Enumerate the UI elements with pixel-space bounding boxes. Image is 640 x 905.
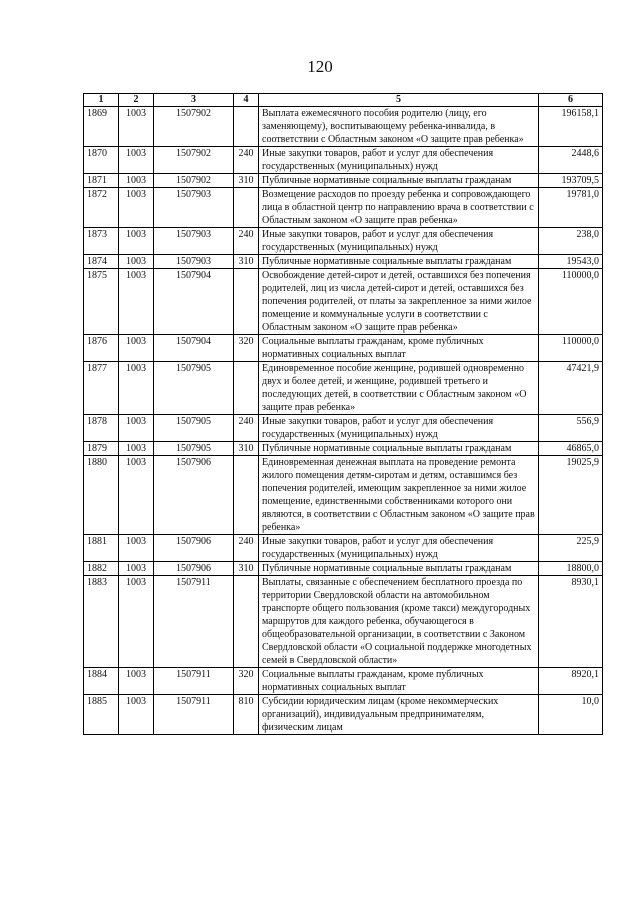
expense-type-cell: 320	[234, 668, 259, 695]
expense-type-cell: 310	[234, 255, 259, 269]
amount-cell: 47421,9	[539, 362, 603, 415]
expense-type-cell: 240	[234, 535, 259, 562]
table-row	[84, 695, 603, 735]
amount-cell: 193709,5	[539, 174, 603, 188]
amount-cell: 19025,9	[539, 456, 603, 535]
table-row	[84, 535, 603, 562]
description-cell: Единовременная денежная выплата на проведение ремонта жилого помещения детям-сиротам и детям, оставшимся без попечения родителей, имеющим закрепленное за ними жилое помещение, единственными собственниками которого они являются, в соответствии с Областным законом «О защите прав ребенка»	[259, 456, 539, 535]
section-code-cell: 1003	[119, 562, 154, 576]
article-code-cell: 1507902	[154, 147, 234, 174]
description-cell: Выплаты, связанные с обеспечением бесплатного проезда по территории Свердловской области на автомобильном транспорте общего пользования (кроме такси) междугородных маршрутов для каждого ребенка, обучающегося в общеобразовательной организации, в соответствии с Законом Свердловской области «О социальной поддержке многодетных семей в Свердловской области»	[259, 576, 539, 668]
description-cell: Иные закупки товаров, работ и услуг для обеспечения государственных (муниципальных) нужд	[259, 147, 539, 174]
section-code-cell: 1003	[119, 695, 154, 735]
table-row	[84, 255, 603, 269]
article-code-cell: 1507904	[154, 335, 234, 362]
amount-cell: 18800,0	[539, 562, 603, 576]
description-cell: Социальные выплаты гражданам, кроме публичных нормативных социальных выплат	[259, 668, 539, 695]
section-code-cell: 1003	[119, 269, 154, 335]
table-row	[84, 442, 603, 456]
section-code-cell: 1003	[119, 174, 154, 188]
article-code-cell: 1507911	[154, 668, 234, 695]
article-code-cell: 1507905	[154, 415, 234, 442]
section-code-cell: 1003	[119, 456, 154, 535]
amount-cell: 19543,0	[539, 255, 603, 269]
table-row	[84, 335, 603, 362]
expense-type-cell	[234, 362, 259, 415]
section-code-cell: 1003	[119, 335, 154, 362]
article-code-cell: 1507911	[154, 695, 234, 735]
expense-type-cell: 310	[234, 562, 259, 576]
table-row	[84, 362, 603, 415]
budget-table	[83, 93, 603, 735]
row-number-cell: 1884	[84, 668, 119, 695]
amount-cell: 238,0	[539, 228, 603, 255]
article-code-cell: 1507902	[154, 174, 234, 188]
article-code-cell: 1507903	[154, 188, 234, 228]
expense-type-cell: 320	[234, 335, 259, 362]
description-cell: Выплата ежемесячного пособия родителю (лицу, его заменяющему), воспитывающему ребенка-инвалида, в соответствии с Областным законом «О защите прав ребенка»	[259, 107, 539, 147]
section-code-cell: 1003	[119, 255, 154, 269]
expense-type-cell: 310	[234, 442, 259, 456]
article-code-cell: 1507911	[154, 576, 234, 668]
column-header: 6	[539, 94, 603, 107]
table-row	[84, 562, 603, 576]
article-code-cell: 1507906	[154, 535, 234, 562]
row-number-cell: 1880	[84, 456, 119, 535]
article-code-cell: 1507904	[154, 269, 234, 335]
description-cell: Иные закупки товаров, работ и услуг для обеспечения государственных (муниципальных) нужд	[259, 415, 539, 442]
amount-cell: 8930,1	[539, 576, 603, 668]
expense-type-cell: 240	[234, 228, 259, 255]
table-row	[84, 415, 603, 442]
table-row	[84, 456, 603, 535]
table-row	[84, 174, 603, 188]
description-cell: Иные закупки товаров, работ и услуг для обеспечения государственных (муниципальных) нужд	[259, 228, 539, 255]
amount-cell: 8920,1	[539, 668, 603, 695]
expense-type-cell	[234, 188, 259, 228]
section-code-cell: 1003	[119, 362, 154, 415]
table-row	[84, 576, 603, 668]
page-number: 120	[307, 57, 333, 76]
expense-type-cell: 810	[234, 695, 259, 735]
amount-cell: 196158,1	[539, 107, 603, 147]
description-cell: Публичные нормативные социальные выплаты гражданам	[259, 562, 539, 576]
description-cell: Публичные нормативные социальные выплаты гражданам	[259, 255, 539, 269]
row-number-cell: 1879	[84, 442, 119, 456]
row-number-cell: 1876	[84, 335, 119, 362]
section-code-cell: 1003	[119, 576, 154, 668]
section-code-cell: 1003	[119, 535, 154, 562]
row-number-cell: 1873	[84, 228, 119, 255]
column-header: 4	[234, 94, 259, 107]
amount-cell: 110000,0	[539, 335, 603, 362]
row-number-cell: 1883	[84, 576, 119, 668]
article-code-cell: 1507903	[154, 228, 234, 255]
column-header: 1	[84, 94, 119, 107]
expense-type-cell: 240	[234, 415, 259, 442]
description-cell: Возмещение расходов по проезду ребенка и сопровождающего лица в областной центр по направлению врача в соответствии с Областным законом «О защите прав ребенка»	[259, 188, 539, 228]
table-body	[84, 107, 603, 735]
row-number-cell: 1877	[84, 362, 119, 415]
article-code-cell: 1507906	[154, 456, 234, 535]
expense-type-cell: 310	[234, 174, 259, 188]
article-code-cell: 1507903	[154, 255, 234, 269]
expense-type-cell	[234, 269, 259, 335]
description-cell: Субсидии юридическим лицам (кроме некоммерческих организаций), индивидуальным предпринимателям, физическим лицам	[259, 695, 539, 735]
row-number-cell: 1878	[84, 415, 119, 442]
table-row	[84, 668, 603, 695]
row-number-cell: 1885	[84, 695, 119, 735]
row-number-cell: 1874	[84, 255, 119, 269]
expense-type-cell	[234, 456, 259, 535]
row-number-cell: 1871	[84, 174, 119, 188]
amount-cell: 225,9	[539, 535, 603, 562]
column-header: 2	[119, 94, 154, 107]
row-number-cell: 1875	[84, 269, 119, 335]
amount-cell: 46865,0	[539, 442, 603, 456]
description-cell: Социальные выплаты гражданам, кроме публичных нормативных социальных выплат	[259, 335, 539, 362]
section-code-cell: 1003	[119, 107, 154, 147]
expense-type-cell	[234, 576, 259, 668]
row-number-cell: 1881	[84, 535, 119, 562]
section-code-cell: 1003	[119, 228, 154, 255]
section-code-cell: 1003	[119, 415, 154, 442]
table-row	[84, 228, 603, 255]
table-row	[84, 147, 603, 174]
table-row	[84, 107, 603, 147]
description-cell: Иные закупки товаров, работ и услуг для обеспечения государственных (муниципальных) нужд	[259, 535, 539, 562]
amount-cell: 19781,0	[539, 188, 603, 228]
row-number-cell: 1872	[84, 188, 119, 228]
row-number-cell: 1869	[84, 107, 119, 147]
column-header: 3	[154, 94, 234, 107]
section-code-cell: 1003	[119, 668, 154, 695]
column-header: 5	[259, 94, 539, 107]
description-cell: Единовременное пособие женщине, родившей одновременно двух и более детей, и женщине, родившей третьего и последующих детей, в соответствии с Областным законом «О защите прав ребенка»	[259, 362, 539, 415]
row-number-cell: 1870	[84, 147, 119, 174]
article-code-cell: 1507905	[154, 362, 234, 415]
amount-cell: 2448,6	[539, 147, 603, 174]
section-code-cell: 1003	[119, 442, 154, 456]
description-cell: Публичные нормативные социальные выплаты гражданам	[259, 174, 539, 188]
article-code-cell: 1507905	[154, 442, 234, 456]
expense-type-cell: 240	[234, 147, 259, 174]
section-code-cell: 1003	[119, 147, 154, 174]
expense-type-cell	[234, 107, 259, 147]
section-code-cell: 1003	[119, 188, 154, 228]
amount-cell: 556,9	[539, 415, 603, 442]
row-number-cell: 1882	[84, 562, 119, 576]
table-row	[84, 269, 603, 335]
table-row	[84, 188, 603, 228]
description-cell: Публичные нормативные социальные выплаты гражданам	[259, 442, 539, 456]
description-cell: Освобождение детей-сирот и детей, оставшихся без попечения родителей, лиц из числа детей-сирот и детей, оставшихся без попечения родителей, от платы за закрепленное за ними жилое помещение и коммунальные услуги в соответствии с Областным законом «О защите прав ребенка»	[259, 269, 539, 335]
amount-cell: 10,0	[539, 695, 603, 735]
table-header-row	[84, 94, 603, 107]
article-code-cell: 1507902	[154, 107, 234, 147]
article-code-cell: 1507906	[154, 562, 234, 576]
amount-cell: 110000,0	[539, 269, 603, 335]
